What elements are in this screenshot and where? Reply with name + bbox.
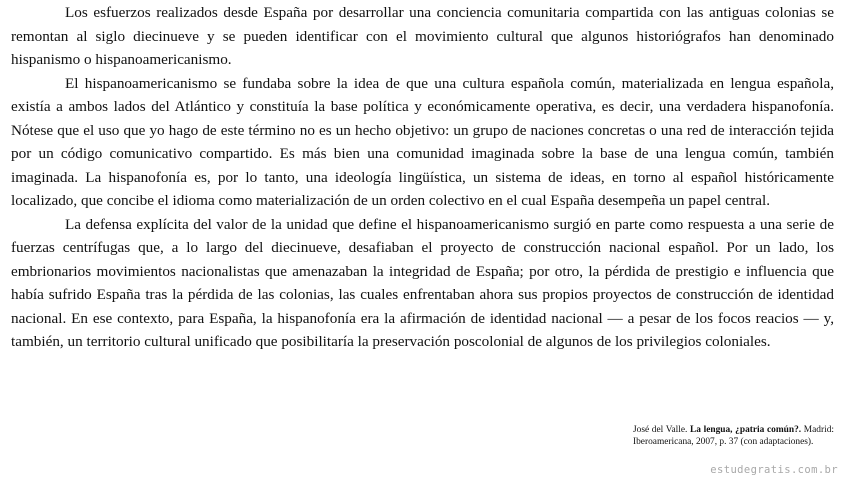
paragraph-1: Los esfuerzos realizados desde España por desarrollar una conciencia comunitaria compartida con las antiguas colonias se remontan al siglo diecinueve y se pueden identificar con el movimiento cultural que algunos historiógrafos han denominado hispanismo o hispanoamericanismo. bbox=[11, 4, 834, 68]
source-author: José del Valle. bbox=[633, 425, 688, 435]
paragraph-3: La defensa explícita del valor de la unidad que define el hispanoamericanismo surgió en parte como respuesta a una serie de fuerzas centrífugas que, a lo largo del diecinueve, desafiaban el proyecto de construcción nacional español. Por un lado, los embrionarios movimientos nacionalistas que amenazaban la integridad de España; por otro, la pérdida de prestigio e influencia que había sufrido España tras la pérdida de las colonias, las cuales enfrentaban ahora sus propios proyectos de construcción de identidad nacional. En ese contexto, para España, la hispanofonía era la afirmación de identidad nacional — a pesar de los focos reacios — y, también, un territorio cultural unificado que posibilitaría la preservación poscolonial de algunos de los privilegios coloniales. bbox=[11, 215, 834, 350]
watermark: estudegratis.com.br bbox=[710, 464, 838, 476]
source-citation bbox=[633, 424, 834, 448]
article-body bbox=[11, 0, 834, 354]
source-publication: Madrid: Iberoamericana, 2007, p. 37 (con adaptaciones). bbox=[633, 425, 834, 447]
paragraph-2: El hispanoamericanismo se fundaba sobre la idea de que una cultura española común, materializada en lengua española, existía a ambos lados del Atlántico y constituía la base política y económicamente operativa, es decir, una verdadera hispanofonía. Nótese que el uso que yo hago de este término no es un hecho objetivo: un grupo de naciones concretas o una red de interacción tejida por un código comunicativo compartido. Es más bien una comunidad imaginada sobre la base de una lengua común, también imaginada. La hispanofonía es, por lo tanto, una ideología lingüística, un sistema de ideas, en torno al español históricamente localizado, que concibe el idioma como materialización de un orden colectivo en el cual España desempeña un papel central. bbox=[11, 74, 834, 209]
source-title: La lengua, ¿patria común?. bbox=[690, 425, 802, 435]
